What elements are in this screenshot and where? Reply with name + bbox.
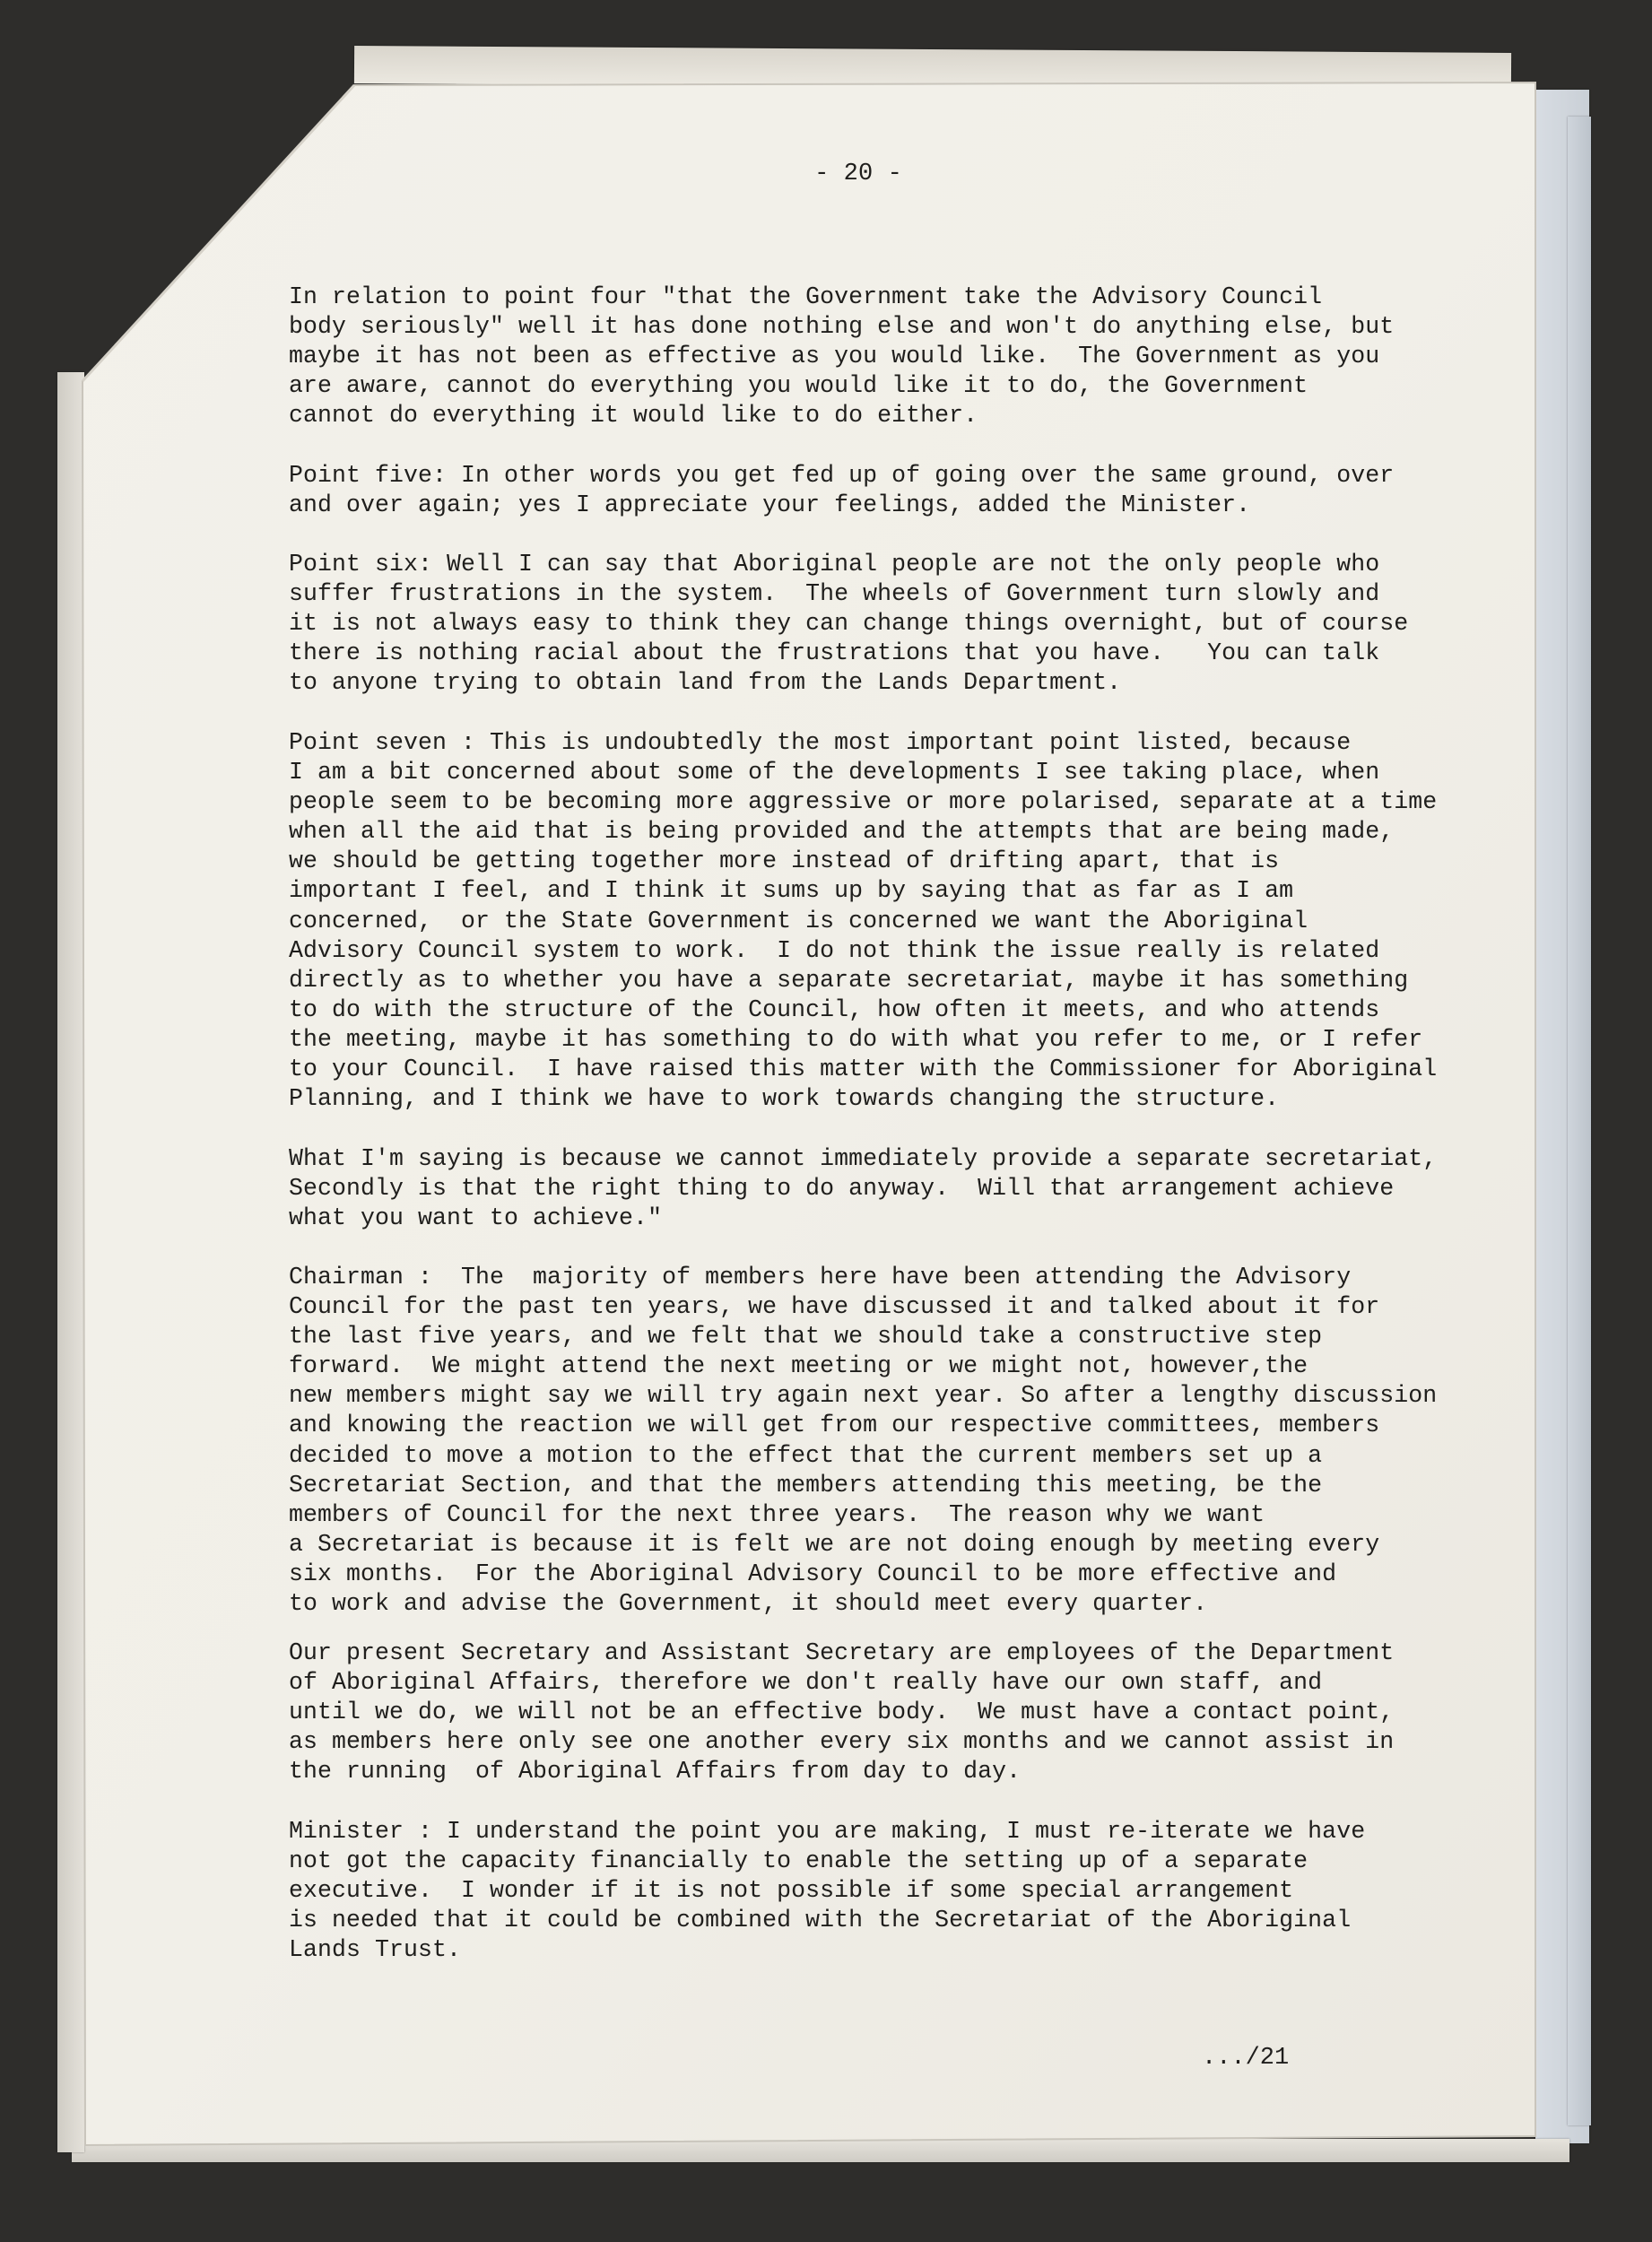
- text-line: of Aboriginal Affairs, therefore we don't really have our own staff, and: [289, 1669, 1323, 1697]
- text-line: to do with the structure of the Council, how often it meets, and who attends: [289, 995, 1380, 1023]
- text-line: the meeting, maybe it has something to do with what you refer to me, or I refer: [289, 1025, 1423, 1053]
- paragraph-minister: [289, 1817, 1491, 1965]
- paragraph-what-im-saying: [289, 1144, 1491, 1233]
- text-line: important I feel, and I think it sums up by saying that as far as I am: [289, 877, 1294, 905]
- text-line: Secretariat Section, and that the members attending this meeting, be the: [289, 1471, 1323, 1499]
- text-line: is needed that it could be combined with the Secretariat of the Aboriginal: [289, 1907, 1352, 1934]
- text-line: What I'm saying is because we cannot immediately provide a separate secretariat,: [289, 1145, 1438, 1172]
- text-line: to work and advise the Government, it should meet every quarter.: [289, 1590, 1208, 1618]
- text-line: Advisory Council system to work. I do not think the issue really is related: [289, 936, 1380, 964]
- text-line: a Secretariat is because it is felt we are not doing enough by meeting every: [289, 1530, 1380, 1558]
- text-line: Point six: Well I can say that Aboriginal people are not the only people who: [289, 551, 1380, 578]
- text-line: six months. For the Aboriginal Advisory Council to be more effective and: [289, 1560, 1337, 1587]
- text-line: body seriously" well it has done nothing else and won't do anything else, but: [289, 313, 1395, 341]
- text-line: the running of Aboriginal Affairs from day to day.: [289, 1758, 1022, 1786]
- text-line: In relation to point four "that the Government take the Advisory Council: [289, 283, 1323, 310]
- text-line: Council for the past ten years, we have discussed it and talked about it for: [289, 1293, 1380, 1321]
- paragraph-chairman: [289, 1263, 1491, 1619]
- text-line: it is not always easy to think they can change things overnight, but of course: [289, 610, 1409, 638]
- paragraph-point-six: [289, 550, 1491, 698]
- text-line: I am a bit concerned about some of the developments I see taking place, when: [289, 759, 1380, 786]
- text-line: are aware, cannot do everything you would like it to do, the Government: [289, 372, 1309, 400]
- text-line: decided to move a motion to the effect that the current members set up a: [289, 1441, 1323, 1469]
- text-line: maybe it has not been as effective as you would like. The Government as you: [289, 343, 1380, 370]
- paragraph-present-secretary: [289, 1638, 1491, 1786]
- text-line: new members might say we will try again next year. So after a lengthy discussion: [289, 1382, 1438, 1410]
- text-line: forward. We might attend the next meeting or we might not, however,the: [289, 1352, 1309, 1380]
- text-line: and knowing the reaction we will get from our respective committees, members: [289, 1412, 1380, 1439]
- text-line: what you want to achieve.": [289, 1204, 663, 1232]
- text-line: when all the aid that is being provided and the attempts that are being made,: [289, 818, 1395, 846]
- paragraph-point-four: [289, 282, 1491, 430]
- text-line: to your Council. I have raised this matter with the Commissioner for Aboriginal: [289, 1056, 1438, 1083]
- text-line: as members here only see one another every six months and we cannot assist in: [289, 1728, 1395, 1756]
- text-line: we should be getting together more instead of drifting apart, that is: [289, 847, 1280, 875]
- text-line: Lands Trust.: [289, 1936, 462, 1964]
- text-line: cannot do everything it would like to do either.: [289, 402, 978, 430]
- text-line: not got the capacity financially to enable the setting up of a separate: [289, 1847, 1309, 1875]
- text-line: concerned, or the State Government is concerned we want the Aboriginal: [289, 907, 1309, 934]
- text-line: Planning, and I think we have to work towards changing the structure.: [289, 1085, 1280, 1113]
- text-line: members of Council for the next three years. The reason why we want: [289, 1500, 1265, 1528]
- paragraph-point-seven: [289, 728, 1491, 1114]
- text-line: people seem to be becoming more aggressive or more polarised, separate at a time: [289, 788, 1438, 816]
- text-line: Chairman : The majority of members here have been attending the Advisory: [289, 1264, 1352, 1290]
- text-line: to anyone trying to obtain land from the Lands Department.: [289, 669, 1122, 697]
- paragraph-point-five: [289, 461, 1491, 520]
- text-line: Our present Secretary and Assistant Secretary are employees of the Department: [289, 1639, 1395, 1666]
- text-line: executive. I wonder if it is not possible if some special arrangement: [289, 1877, 1294, 1905]
- text-line: directly as to whether you have a separate secretariat, maybe it has something: [289, 966, 1409, 994]
- text-line: and over again; yes I appreciate your feelings, added the Minister.: [289, 491, 1251, 519]
- text-line: Minister : I understand the point you are making, I must re-iterate we have: [289, 1818, 1366, 1845]
- text-line: there is nothing racial about the frustrations that you have. You can talk: [289, 639, 1380, 667]
- text-line: the last five years, and we felt that we should take a constructive step: [289, 1323, 1323, 1351]
- continuation-marker: .../21: [1202, 2045, 1290, 2072]
- text-line: until we do, we will not be an effective body. We must have a contact point,: [289, 1699, 1395, 1726]
- text-line: Point seven : This is undoubtedly the most important point listed, because: [289, 729, 1352, 756]
- text-line: suffer frustrations in the system. The wheels of Government turn slowly and: [289, 580, 1380, 608]
- text-line: Secondly is that the right thing to do anyway. Will that arrangement achieve: [289, 1175, 1395, 1203]
- text-line: Point five: In other words you get fed up of going over the same ground, over: [289, 462, 1395, 489]
- page-number: - 20 -: [814, 161, 902, 187]
